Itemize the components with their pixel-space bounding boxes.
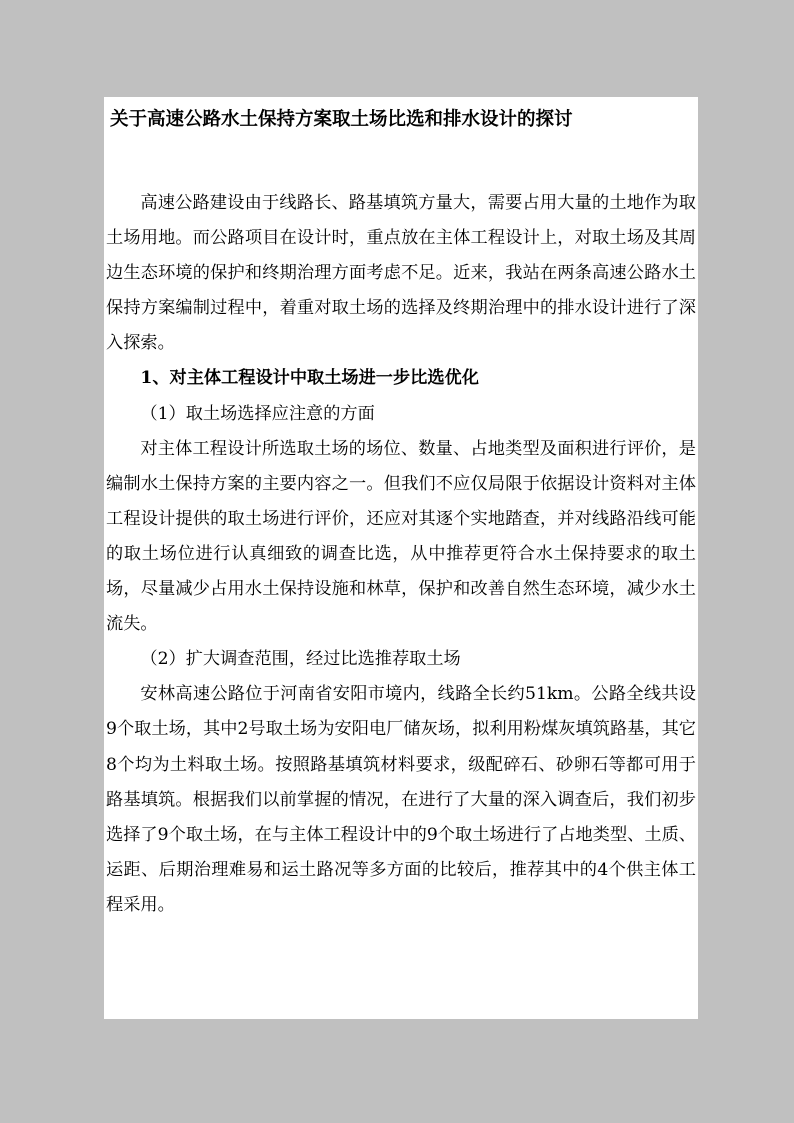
- section-1-heading: 1、对主体工程设计中取土场进一步比选优化: [140, 368, 479, 389]
- document-title: 关于高速公路水土保持方案取土场比选和排水设计的探讨: [110, 109, 573, 130]
- subsection-1-heading: （1）取土场选择应注意的方面: [140, 403, 375, 424]
- subsection-2-heading: （2）扩大调查范围，经过比选推荐取土场: [140, 649, 461, 670]
- subsection-1-paragraph: 对主体工程设计所选取土场的场位、数量、占地类型及面积进行评价，是编制水土保持方案的主要内容之一。但我们不应仅局限于依据设计资料对主体工程设计提供的取土场进行评价，还应对其逐个实地踏查，并对线路沿线可能的取土场位进行认真细致的调查比选，从中推荐更符合水土保持要求的取土场，尽量减少占用水土保持设施和林草，保护和改善自然生态环境，减少水土流失。: [106, 438, 696, 635]
- subsection-2-paragraph: 安林高速公路位于河南省安阳市境内，线路全长约51km。公路全线共设9个取土场，其中2号取土场为安阳电厂储灰场，拟利用粉煤灰填筑路基，其它8个均为土料取土场。按照路基填筑材料要求，级配碎石、砂卵石等都可用于路基填筑。根据我们以前掌握的情况，在进行了大量的深入调查后，我们初步选择了9个取土场，在与主体工程设计中的9个取土场进行了占地类型、土质、运距、后期治理难易和运土路况等多方面的比较后，推荐其中的4个供主体工程采用。: [106, 684, 696, 915]
- document-body: [106, 186, 696, 923]
- intro-paragraph: 高速公路建设由于线路长、路基填筑方量大，需要占用大量的土地作为取土场用地。而公路项目在设计时，重点放在主体工程设计上，对取土场及其周边生态环境的保护和终期治理方面考虑不足。近来，我站在两条高速公路水土保持方案编制过程中，着重对取土场的选择及终期治理中的排水设计进行了深入探索。: [106, 193, 696, 354]
- document-page: [104, 97, 698, 1019]
